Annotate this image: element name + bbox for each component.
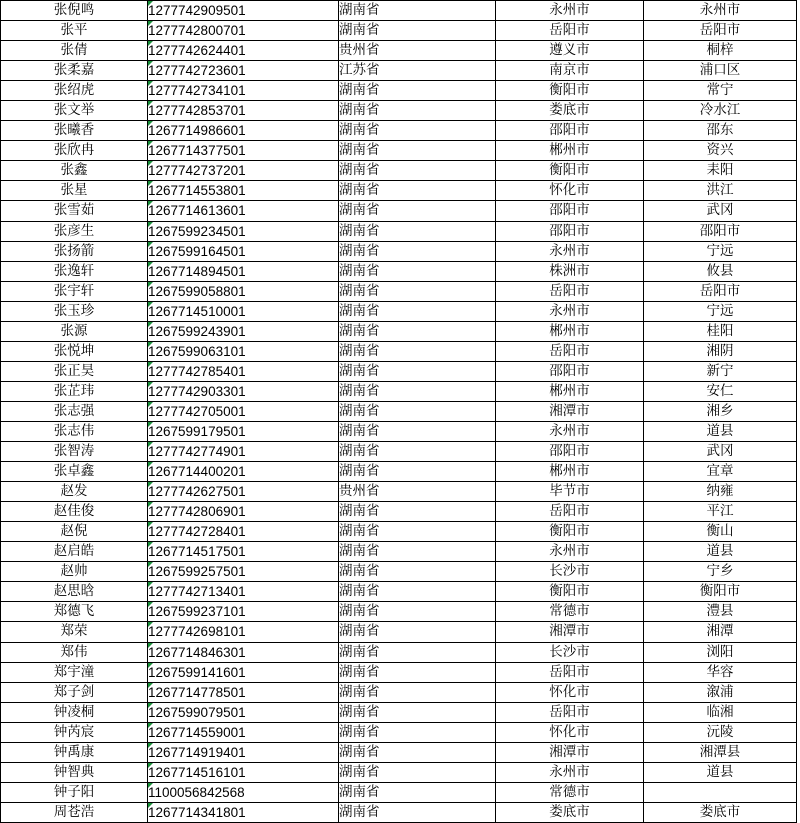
table-row [1,41,797,61]
city-cell[interactable]: 郴州市 [496,321,644,341]
table-row [1,702,797,722]
province-cell[interactable]: 湖南省 [339,201,496,221]
county-cell[interactable]: 浏阳 [644,642,797,662]
county-cell[interactable]: 桂阳 [644,321,797,341]
city-cell[interactable]: 岳阳市 [496,341,644,361]
id-number-cell[interactable]: 1277742723601 [148,61,339,81]
table-row [1,81,797,101]
table-row [1,802,797,822]
id-number-cell[interactable]: 1267714553801 [148,181,339,201]
province-cell[interactable]: 湖南省 [339,622,496,642]
province-cell[interactable]: 湖南省 [339,221,496,241]
name-cell[interactable]: 张芷玮 [1,381,148,401]
table-row [1,301,797,321]
table-row [1,241,797,261]
name-cell[interactable]: 赵佳俊 [1,502,148,522]
province-cell[interactable]: 湖南省 [339,361,496,381]
name-cell[interactable]: 郑宇潼 [1,662,148,682]
province-cell[interactable]: 湖南省 [339,702,496,722]
county-cell[interactable]: 岳阳市 [644,281,797,301]
province-cell[interactable]: 湖南省 [339,341,496,361]
province-cell[interactable]: 湖南省 [339,101,496,121]
province-cell[interactable]: 湖南省 [339,181,496,201]
county-cell[interactable]: 澧县 [644,602,797,622]
name-cell[interactable]: 郑德飞 [1,602,148,622]
id-number-cell[interactable]: 1277742806901 [148,502,339,522]
name-cell[interactable]: 赵倪 [1,522,148,542]
id-number-cell[interactable]: 1267714400201 [148,462,339,482]
table-row [1,642,797,662]
name-cell[interactable]: 张志强 [1,401,148,421]
id-number-cell[interactable]: 1267599063101 [148,341,339,361]
county-cell[interactable]: 溆浦 [644,682,797,702]
table-row [1,21,797,41]
city-cell[interactable]: 邵阳市 [496,121,644,141]
province-cell[interactable]: 湖南省 [339,502,496,522]
table-row [1,1,797,21]
name-cell[interactable]: 张文举 [1,101,148,121]
province-cell[interactable]: 湖南省 [339,321,496,341]
city-cell[interactable]: 永州市 [496,241,644,261]
county-cell[interactable]: 娄底市 [644,802,797,822]
id-number-cell[interactable]: 1277742627501 [148,482,339,502]
province-cell[interactable]: 湖南省 [339,722,496,742]
id-number-cell[interactable]: 1100056842568 [148,782,339,802]
city-cell[interactable]: 岳阳市 [496,662,644,682]
table-row [1,562,797,582]
province-cell[interactable]: 湖南省 [339,301,496,321]
table-row [1,542,797,562]
table-row [1,662,797,682]
name-cell[interactable]: 张柔嘉 [1,61,148,81]
name-cell[interactable]: 钟禹康 [1,742,148,762]
name-cell[interactable]: 张鑫 [1,161,148,181]
id-number-cell[interactable]: 1267714377501 [148,141,339,161]
city-cell[interactable]: 株洲市 [496,261,644,281]
province-cell[interactable]: 湖南省 [339,462,496,482]
name-cell[interactable]: 张绍虎 [1,81,148,101]
table-row [1,121,797,141]
city-cell[interactable]: 怀化市 [496,181,644,201]
province-cell[interactable]: 湖南省 [339,81,496,101]
county-cell[interactable]: 宁远 [644,301,797,321]
city-cell[interactable]: 衡阳市 [496,81,644,101]
id-number-cell[interactable]: 1277742698101 [148,622,339,642]
id-number-cell[interactable]: 1267714778501 [148,682,339,702]
city-cell[interactable]: 永州市 [496,542,644,562]
name-cell[interactable]: 郑伟 [1,642,148,662]
county-cell[interactable]: 沅陵 [644,722,797,742]
id-number-cell[interactable]: 1267714516101 [148,762,339,782]
province-cell[interactable]: 湖南省 [339,1,496,21]
province-cell[interactable]: 湖南省 [339,401,496,421]
name-cell[interactable]: 钟智典 [1,762,148,782]
table-row [1,582,797,602]
table-row [1,221,797,241]
county-cell[interactable]: 临湘 [644,702,797,722]
table-row [1,742,797,762]
table-row [1,522,797,542]
county-cell[interactable]: 衡山 [644,522,797,542]
table-row [1,201,797,221]
id-number-cell[interactable]: 1267714510001 [148,301,339,321]
id-number-cell[interactable]: 1267599058801 [148,281,339,301]
id-number-cell[interactable]: 1267714894501 [148,261,339,281]
county-cell[interactable]: 宁乡 [644,562,797,582]
city-cell[interactable]: 湘潭市 [496,401,644,421]
city-cell[interactable]: 永州市 [496,301,644,321]
id-number-cell[interactable]: 1277742853701 [148,101,339,121]
id-number-cell[interactable]: 1267714986601 [148,121,339,141]
table-row [1,281,797,301]
city-cell[interactable]: 邵阳市 [496,201,644,221]
county-cell[interactable]: 平江 [644,502,797,522]
name-cell[interactable]: 赵帅 [1,562,148,582]
id-number-cell[interactable]: 1267714613601 [148,201,339,221]
county-cell[interactable]: 攸县 [644,261,797,281]
id-number-cell[interactable]: 1267599079501 [148,702,339,722]
table-row [1,782,797,802]
table-row [1,141,797,161]
county-cell[interactable]: 纳雍 [644,482,797,502]
id-number-cell[interactable]: 1267599257501 [148,562,339,582]
table-row [1,462,797,482]
city-cell[interactable]: 毕节市 [496,482,644,502]
name-cell[interactable]: 张曦香 [1,121,148,141]
province-cell[interactable]: 湖南省 [339,121,496,141]
county-cell[interactable]: 宜章 [644,462,797,482]
id-number-cell[interactable]: 1267599243901 [148,321,339,341]
county-cell[interactable]: 道县 [644,542,797,562]
province-cell[interactable]: 湖南省 [339,421,496,441]
id-number-cell[interactable]: 1267714846301 [148,642,339,662]
city-cell[interactable]: 岳阳市 [496,502,644,522]
table-row [1,502,797,522]
county-cell[interactable]: 新宁 [644,361,797,381]
id-number-cell[interactable]: 1277742737201 [148,161,339,181]
city-cell[interactable]: 湘潭市 [496,622,644,642]
county-cell[interactable]: 浦口区 [644,61,797,81]
name-cell[interactable]: 张欣冉 [1,141,148,161]
city-cell[interactable]: 邵阳市 [496,361,644,381]
name-cell[interactable]: 张卓鑫 [1,462,148,482]
city-cell[interactable]: 长沙市 [496,642,644,662]
name-cell[interactable]: 张正昊 [1,361,148,381]
city-cell[interactable]: 衡阳市 [496,161,644,181]
city-cell[interactable]: 郴州市 [496,462,644,482]
province-cell[interactable]: 湖南省 [339,261,496,281]
name-cell[interactable]: 张志伟 [1,421,148,441]
city-cell[interactable]: 常德市 [496,602,644,622]
name-cell[interactable]: 张星 [1,181,148,201]
city-cell[interactable]: 永州市 [496,1,644,21]
id-number-cell[interactable]: 1277742903301 [148,381,339,401]
name-cell[interactable]: 钟芮宸 [1,722,148,742]
name-cell[interactable]: 张宇轩 [1,281,148,301]
province-cell[interactable]: 湖南省 [339,442,496,462]
city-cell[interactable]: 娄底市 [496,802,644,822]
county-cell[interactable] [644,782,797,802]
county-cell[interactable]: 安仁 [644,381,797,401]
county-cell[interactable]: 湘潭 [644,622,797,642]
county-cell[interactable]: 资兴 [644,141,797,161]
city-cell[interactable]: 衡阳市 [496,522,644,542]
table-row [1,622,797,642]
id-number-cell[interactable]: 1267714341801 [148,802,339,822]
id-number-cell[interactable]: 1277742909501 [148,1,339,21]
county-cell[interactable]: 邵阳市 [644,221,797,241]
table-row [1,381,797,401]
city-cell[interactable]: 常德市 [496,782,644,802]
id-number-cell[interactable]: 1267599234501 [148,221,339,241]
id-number-cell[interactable]: 1267714919401 [148,742,339,762]
table-row [1,101,797,121]
city-cell[interactable]: 长沙市 [496,562,644,582]
city-cell[interactable]: 遵义市 [496,41,644,61]
county-cell[interactable]: 永州市 [644,1,797,21]
name-cell[interactable]: 张彦生 [1,221,148,241]
county-cell[interactable]: 洪江 [644,181,797,201]
id-number-cell[interactable]: 1277742624401 [148,41,339,61]
name-cell[interactable]: 张源 [1,321,148,341]
province-cell[interactable]: 湖南省 [339,241,496,261]
province-cell[interactable]: 湖南省 [339,662,496,682]
county-cell[interactable]: 衡阳市 [644,582,797,602]
province-cell[interactable]: 湖南省 [339,281,496,301]
table-row [1,722,797,742]
city-cell[interactable]: 永州市 [496,762,644,782]
id-number-cell[interactable]: 1267599141601 [148,662,339,682]
id-number-cell[interactable]: 1277742800701 [148,21,339,41]
name-cell[interactable]: 赵思晗 [1,582,148,602]
name-cell[interactable]: 张扬箭 [1,241,148,261]
table-row [1,482,797,502]
province-cell[interactable]: 湖南省 [339,542,496,562]
city-cell[interactable]: 郴州市 [496,381,644,401]
county-cell[interactable]: 武冈 [644,442,797,462]
name-cell[interactable]: 郑子剑 [1,682,148,702]
table-row [1,61,797,81]
table-row [1,421,797,441]
city-cell[interactable]: 衡阳市 [496,582,644,602]
id-number-cell[interactable]: 1267714517501 [148,542,339,562]
county-cell[interactable]: 湘阴 [644,341,797,361]
city-cell[interactable]: 岳阳市 [496,21,644,41]
name-cell[interactable]: 钟凌桐 [1,702,148,722]
id-number-cell[interactable]: 1277742713401 [148,582,339,602]
city-cell[interactable]: 岳阳市 [496,702,644,722]
id-number-cell[interactable]: 1267714559001 [148,722,339,742]
table-row [1,442,797,462]
name-cell[interactable]: 张玉珍 [1,301,148,321]
province-cell[interactable]: 贵州省 [339,41,496,61]
province-cell[interactable]: 湖南省 [339,762,496,782]
city-cell[interactable]: 怀化市 [496,682,644,702]
county-cell[interactable]: 常宁 [644,81,797,101]
city-cell[interactable]: 怀化市 [496,722,644,742]
city-cell[interactable]: 南京市 [496,61,644,81]
city-cell[interactable]: 湘潭市 [496,742,644,762]
county-cell[interactable]: 耒阳 [644,161,797,181]
county-cell[interactable]: 冷水江 [644,101,797,121]
county-cell[interactable]: 湘乡 [644,401,797,421]
province-cell[interactable]: 湖南省 [339,682,496,702]
name-cell[interactable]: 张雪茹 [1,201,148,221]
province-cell[interactable]: 湖南省 [339,562,496,582]
province-cell[interactable]: 湖南省 [339,21,496,41]
id-number-cell[interactable]: 1267599237101 [148,602,339,622]
name-cell[interactable]: 张平 [1,21,148,41]
province-cell[interactable]: 湖南省 [339,742,496,762]
city-cell[interactable]: 邵阳市 [496,221,644,241]
name-cell[interactable]: 赵启皓 [1,542,148,562]
table-row [1,602,797,622]
county-cell[interactable]: 岳阳市 [644,21,797,41]
name-cell[interactable]: 张倪鸣 [1,1,148,21]
id-number-cell[interactable]: 1277742728401 [148,522,339,542]
id-number-cell[interactable]: 1277742705001 [148,401,339,421]
table-row [1,181,797,201]
province-cell[interactable]: 江苏省 [339,61,496,81]
province-cell[interactable]: 湖南省 [339,161,496,181]
province-cell[interactable]: 湖南省 [339,582,496,602]
name-cell[interactable]: 张倩 [1,41,148,61]
table-row [1,261,797,281]
name-cell[interactable]: 钟子阳 [1,782,148,802]
id-number-cell[interactable]: 1267599179501 [148,421,339,441]
name-cell[interactable]: 张智涛 [1,442,148,462]
name-cell[interactable]: 张逸轩 [1,261,148,281]
city-cell[interactable]: 邵阳市 [496,442,644,462]
province-cell[interactable]: 贵州省 [339,482,496,502]
province-cell[interactable]: 湖南省 [339,642,496,662]
name-cell[interactable]: 郑荣 [1,622,148,642]
province-cell[interactable]: 湖南省 [339,522,496,542]
name-cell[interactable]: 张悦坤 [1,341,148,361]
table-row [1,341,797,361]
city-cell[interactable]: 岳阳市 [496,281,644,301]
province-cell[interactable]: 湖南省 [339,381,496,401]
id-number-cell[interactable]: 1267599164501 [148,241,339,261]
name-cell[interactable]: 赵发 [1,482,148,502]
table-row [1,161,797,181]
county-cell[interactable]: 邵东 [644,121,797,141]
name-cell[interactable]: 周苍浩 [1,802,148,822]
county-cell[interactable]: 道县 [644,762,797,782]
city-cell[interactable]: 娄底市 [496,101,644,121]
id-number-cell[interactable]: 1277742734101 [148,81,339,101]
county-cell[interactable]: 桐梓 [644,41,797,61]
city-cell[interactable]: 郴州市 [496,141,644,161]
province-cell[interactable]: 湖南省 [339,602,496,622]
province-cell[interactable]: 湖南省 [339,802,496,822]
table-row [1,682,797,702]
city-cell[interactable]: 永州市 [496,421,644,441]
table-body [1,1,797,823]
province-cell[interactable]: 湖南省 [339,782,496,802]
province-cell[interactable]: 湖南省 [339,141,496,161]
table-row [1,321,797,341]
table-row [1,361,797,381]
id-number-cell[interactable]: 1277742774901 [148,442,339,462]
county-cell[interactable]: 华容 [644,662,797,682]
table-row [1,762,797,782]
id-number-cell[interactable]: 1277742785401 [148,361,339,381]
county-cell[interactable]: 道县 [644,421,797,441]
county-cell[interactable]: 武冈 [644,201,797,221]
county-cell[interactable]: 宁远 [644,241,797,261]
table-row [1,401,797,421]
county-cell[interactable]: 湘潭县 [644,742,797,762]
